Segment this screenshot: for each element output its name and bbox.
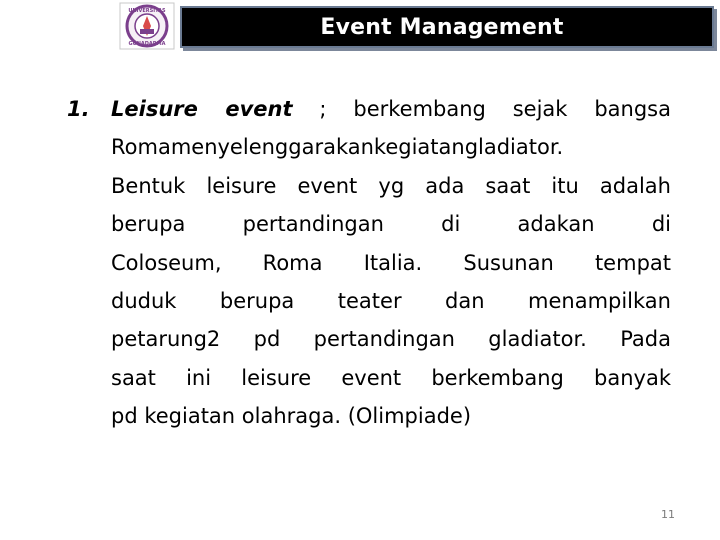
- paragraph-line: saat ini leisure event berkembang banyak: [111, 365, 671, 390]
- paragraph-line: pd kegiatan olahraga. (Olimpiade): [111, 404, 472, 429]
- logo-text-bottom: GUNADARMA: [128, 41, 166, 47]
- paragraph-line: berupa pertandingan di adakan di: [111, 212, 671, 237]
- page-number: 11: [661, 508, 675, 521]
- lead-term: Leisure event: [111, 97, 293, 121]
- logo-text-top: UNIVERSITAS: [128, 8, 166, 14]
- paragraph-line: [111, 90, 671, 128]
- university-logo: [118, 2, 176, 50]
- page-title: Event Management: [320, 14, 564, 40]
- paragraph-line-text: ; berkembang sejak bangsa: [292, 97, 671, 121]
- paragraph-line: Coloseum, Roma Italia. Susunan tempat: [111, 250, 671, 275]
- paragraph-line: duduk berupa teater dan menampilkan: [111, 288, 671, 313]
- paragraph-line: petarung2 pd pertandingan gladiator. Pada: [111, 327, 671, 352]
- paragraph-line: Romamenyelenggarakankegiatangladiator.: [111, 135, 564, 160]
- title-banner: [180, 6, 714, 48]
- paragraph-line: Bentuk leisure event yg ada saat itu adalah: [111, 173, 671, 198]
- list-item: [111, 90, 671, 436]
- list-item-number: 1.: [67, 97, 90, 121]
